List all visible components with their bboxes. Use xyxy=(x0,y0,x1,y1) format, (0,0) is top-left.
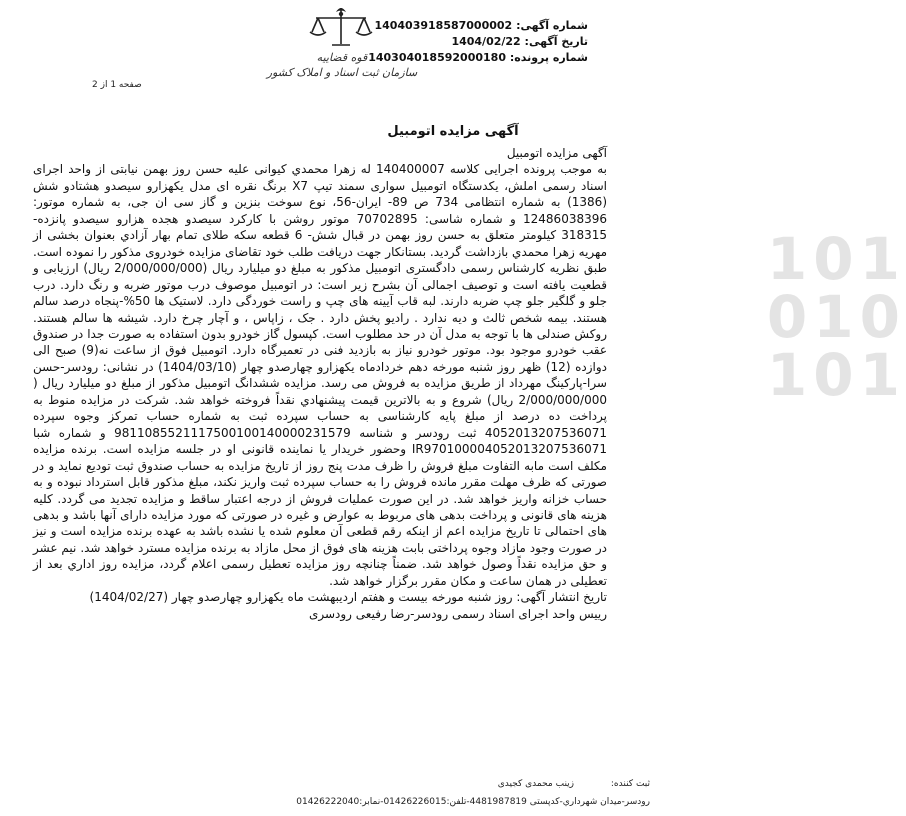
watermark-line: 101 xyxy=(766,341,906,409)
registrar-label: ثبت کننده: xyxy=(610,779,650,789)
ad-body-text xyxy=(33,145,607,622)
watermark xyxy=(696,230,906,560)
ad-date-label: تاریخ آگهی: xyxy=(524,35,588,48)
judiciary-emblem-icon xyxy=(300,4,382,50)
ad-date-value: 1404/02/22 xyxy=(451,35,521,48)
case-number-label: شماره پرونده: xyxy=(509,51,588,64)
signatory-line: رییس واحد اجرای اسناد رسمی رودسر-رضا رفیعی رودسری xyxy=(308,606,607,621)
ad-number-label: شماره آگهی: xyxy=(516,19,588,32)
body-heading-line: آگهی مزایده اتومبیل xyxy=(506,146,607,160)
organization-line-1: قوه قضاییه xyxy=(316,51,368,64)
watermark-line: 101 xyxy=(766,230,906,293)
ad-date-row xyxy=(368,34,588,50)
registrar-name: زینب محمدی کجیدی xyxy=(497,779,575,789)
page-title: آگهی مزایده اتومبیل xyxy=(387,124,519,139)
footer-address: رودسر-میدان شهرداري-کدپستی 4481987819-تلفن:01426226015-نمابر:01426222040 xyxy=(296,797,650,807)
ad-number-value: 140403918587000002 xyxy=(374,19,513,32)
ad-number-row xyxy=(368,18,588,34)
body-main-paragraph: به موجب پرونده اجرایی کلاسه 140400007 له زهرا محمدي کیوانی علیه حسن روز بهمن نیابتی از واحد اجرای اسناد رسمی املش، یکدستگاه اتومبیل سواری سمند تیپ X7 برنگ نقره ای مدل یکهزارو سیصدو هشتادو شش (1386) به شماره انتظامی 734 ص 89- ایران-56، نوع سوخت بنزین و گاز سی ان جی، به شماره موتور: 12486038396 و شماره شاسی: 70702895 موتور روشن با کارکرد سیصدو هجده هزارو سیصدو پانزده- 318315 کیلومتر متعلق به حسن روز بهمن در قبال شش- 6 قطعه سکه طلای تمام بهار آزادي بعنوان بخشی از مهریه زهرا محمدي بازداشت گردید. بستانکار جهت دریافت طلب خود تقاضای مزایده خودروی مذکور را نموده است. طبق نظریه کارشناس رسمی دادگستری اتومبیل مذکور به مبلغ دو میلیارد ریال (2/000/000/000 ریال) ارزیابی و قطعیت یافته است و توصیف اجمالی آن بشرح زیر است: در اتومبیل موصوف درب موتور ضربه و رنگ دارد. درب جلو و گلگیر جلو چپ ضربه دارند. لبه قاب آیینه های چپ و راست خوردگی دارد. لاستیک ها 50%-پنجاه درصد سالم هستند. بیمه شخص ثالث و دیه ندارد . رادیو پخش دارد . جک ، زاپاس ، و آچار چرخ دارد. شیشه ها سالم هستند. روکش صندلی ها با توجه به مدل آن در حد مطلوب است. کپسول گاز خودرو بدون استفاده به صورت جدا در صندوق عقب خودرو موجود بود. موتور خودرو نیاز به بازدید فنی در تعمیرگاه دارد. اتومبیل فوق از ساعت نه(9) صبح الی دوازده (12) ظهر روز شنبه مورخه دهم خردادماه یکهزارو چهارصدو چهار (1404/03/10) در نشانی: رودسر-حسن سرا-پارکینگ مهرداد از طریق مزایده به فروش می رسد. مزایده ششدانگ اتومبیل مذکور از مبلغ دو میلیارد ریال ( 2/000/000/000 ریال) شروع و به بالاترین قیمت پیشنهادي نقداً فروخته خواهد شد. شرکت در مزایده منوط به پرداخت ده درصد از مبلغ پایه کارشناسی به حساب سپرده ثبت به شماره حساب تمرکز وجوه سپرده 4052013207536071 ثبت رودسر و شناسه 9811085521117500100140000231579 و شماره شبا IR970100004052013207536071 وحضور خریدار یا نماینده قانونی او در جلسه مزایده است. برنده مزایده مکلف است مابه التفاوت مبلغ فروش را ظرف مدت پنج روز از تاریخ مزایده به حساب صندوق ثبت تودیع نماید و در صورتی که ظرف مهلت مقرر مانده فروش را به حساب سپرده ثبت واریز نکند، مبلغ مذکور قابل استرداد نبوده و به حساب خزانه واریز خواهد شد. در این صورت عملیات فروش از درجه اعتبار ساقط و مزایده تجدید می گردد. کلیه هزینه های قانونی و پرداخت بدهی های مربوط به عوارض و غیره در صورتی که مورد مزایده دارای آنها باشد و بدهی های احتمالی تا تاریخ مزایده اعم از اینکه رقم قطعی آن معلوم شده یا نشده باشد به عهده برنده مزایده است و نیز در صورت وجود مازاد وجوه پرداختی بابت هزینه های فوق از محل مازاد به برنده مزایده مسترد خواهد شد. نیم عشر و حق مزایده نقداً وصول خواهد شد. ضمناً چنانچه روز مزایده تعطیل رسمی اعلام گردد، مزایده روز اداري بعد از تعطیلی در همان ساعت و مکان مقرر برگزار خواهد شد. xyxy=(33,162,608,588)
publication-date-line: تاریخ انتشار آگهی: روز شنبه مورخه بیست و هفتم اردیبهشت ماه یکهزارو چهارصدو چهار (1404/02/27) xyxy=(89,590,607,605)
registrar-row xyxy=(30,779,650,789)
organization-line-2: سازمان ثبت اسناد و املاک کشور xyxy=(266,66,418,79)
case-number-value: 140304018592000180 xyxy=(368,51,506,64)
organization-name xyxy=(262,50,422,80)
page-number: صفحه 1 از 2 xyxy=(92,80,142,90)
watermark-line: 010 xyxy=(766,283,906,351)
